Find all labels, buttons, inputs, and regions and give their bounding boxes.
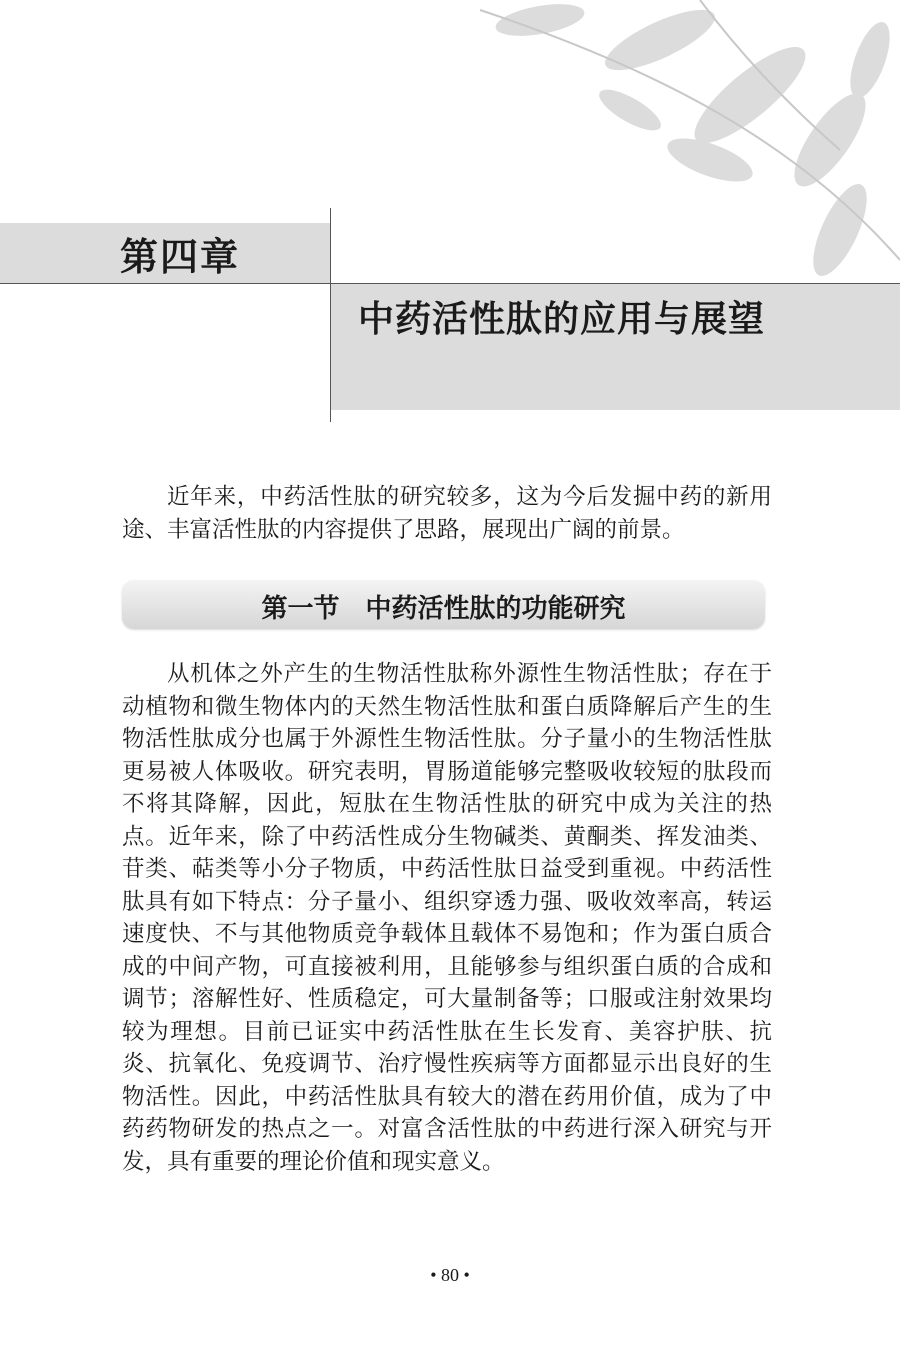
section-heading-bar: [122, 580, 765, 629]
section-title: 第一节 中药活性肽的功能研究: [261, 594, 626, 624]
body-paragraph: 从机体之外产生的生物活性肽称外源性生物活性肽；存在于动植物和微生物体内的天然生物活性肽和蛋白质降解后产生的生物活性肽成分也属于外源性生物活性肽。分子量小的生物活性肽更易被人体吸收。研究表明，胃肠道能够完整吸收较短的肽段而不将其降解，因此，短肽在生物活性肽的研究中成为关注的热点。近年来，除了中药活性成分生物碱类、黄酮类、挥发油类、苷类、萜类等小分子物质，中药活性肽日益受到重视。中药活性肽具有如下特点：分子量小、组织穿透力强、吸收效率高，转运速度快、不与其他物质竞争载体且载体不易饱和；作为蛋白质合成的中间产物，可直接被利用，且能够参与组织蛋白质的合成和调节；溶解性好、性质稳定，可大量制备等；口服或注射效果均较为理想。目前已证实中药活性肽在生长发育、美容护肤、抗炎、抗氧化、免疫调节、治疗慢性疾病等方面都显示出良好的生物活性。因此，中药活性肽具有较大的潜在药用价值，成为了中药药物研发的热点之一。对富含活性肽的中药进行深入研究与开发，具有重要的理论价值和现实意义。: [122, 661, 772, 1175]
intro-paragraph: 近年来，中药活性肽的研究较多，这为今后发掘中药的新用途、丰富活性肽的内容提供了思路，展现出广阔的前景。: [122, 484, 772, 543]
page-number: • 80 •: [430, 1265, 470, 1285]
chapter-title: 中药活性肽的应用与展望: [358, 299, 766, 340]
leaf-decoration-icon: [280, 0, 900, 290]
chapter-label: 第四章: [120, 234, 241, 279]
